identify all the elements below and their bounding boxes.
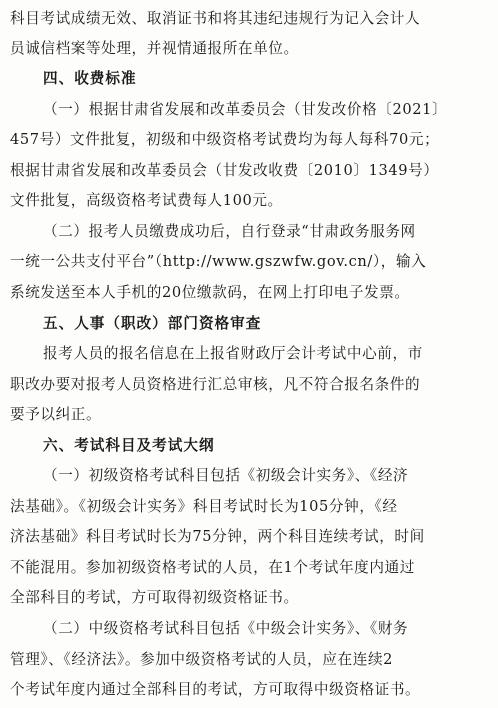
body-text-line: 管理》、《经济法》。参加中级资格考试的人员，应在连续2 [10, 651, 394, 668]
body-text-line: 不能混用。参加初级资格考试的人员，在1个考试年度内通过 [10, 559, 415, 576]
section-heading-review: 五、人事（职改）部门资格审查 [43, 315, 262, 332]
body-text-line: 职改办要对报考人员资格进行汇总审核，凡不符合报名条件的 [10, 376, 421, 393]
section-heading-fees: 四、收费标准 [43, 70, 137, 87]
section-heading-subjects: 六、考试科目及考试大纲 [43, 437, 215, 454]
body-text-line: 员诚信档案等处理，并视情通报所在单位。 [10, 40, 299, 57]
body-text-line: 要予以纠正。 [10, 406, 102, 423]
body-text-line: 457号）文件批复，初级和中级资格考试费均为每人每科70元； [10, 131, 440, 148]
body-text-line: 济法基础》科目考试时长为75分钟，两个科目连续考试，时间 [10, 528, 425, 545]
body-text-line: 一统一公共支付平台”（http://www.gszwfw.gov.cn/），输入 [10, 253, 427, 270]
body-text-line: （一）初级资格考试科目包括《初级会计实务》、《经济 [43, 467, 409, 484]
body-text-line: 个考试年度内通过全部科目的考试，方可取得中级资格证书。 [10, 681, 421, 698]
body-text-line: 文件批复，高级资格考试费每人100元。 [10, 192, 283, 209]
body-text-line: 报考人员的报名信息在上报省财政厅会计考试中心前，市 [43, 345, 423, 362]
body-text-line: （二）报考人员缴费成功后，自行登录“甘肃政务服务网 [43, 223, 416, 240]
body-text-line: 全部科目的考试，方可取得初级资格证书。 [10, 589, 299, 606]
body-text-line: 科目考试成绩无效、取消证书和将其违纪违规行为记入会计人 [10, 10, 421, 27]
body-text-line: （二）中级资格考试科目包括《中级会计实务》、《财务 [43, 620, 409, 637]
body-text-line: （一）根据甘肃省发展和改革委员会（甘发改价格〔2021〕 [43, 101, 448, 118]
body-text-line: 法基础》。《初级会计实务》科目考试时长为105分钟，《经 [10, 498, 398, 515]
body-text-line: 系统发送至本人手机的20位缴款码，在网上打印电子发票。 [10, 284, 410, 301]
body-text-line: 根据甘肃省发展和改革委员会（甘发改收费〔2010〕1349号） [10, 162, 439, 179]
